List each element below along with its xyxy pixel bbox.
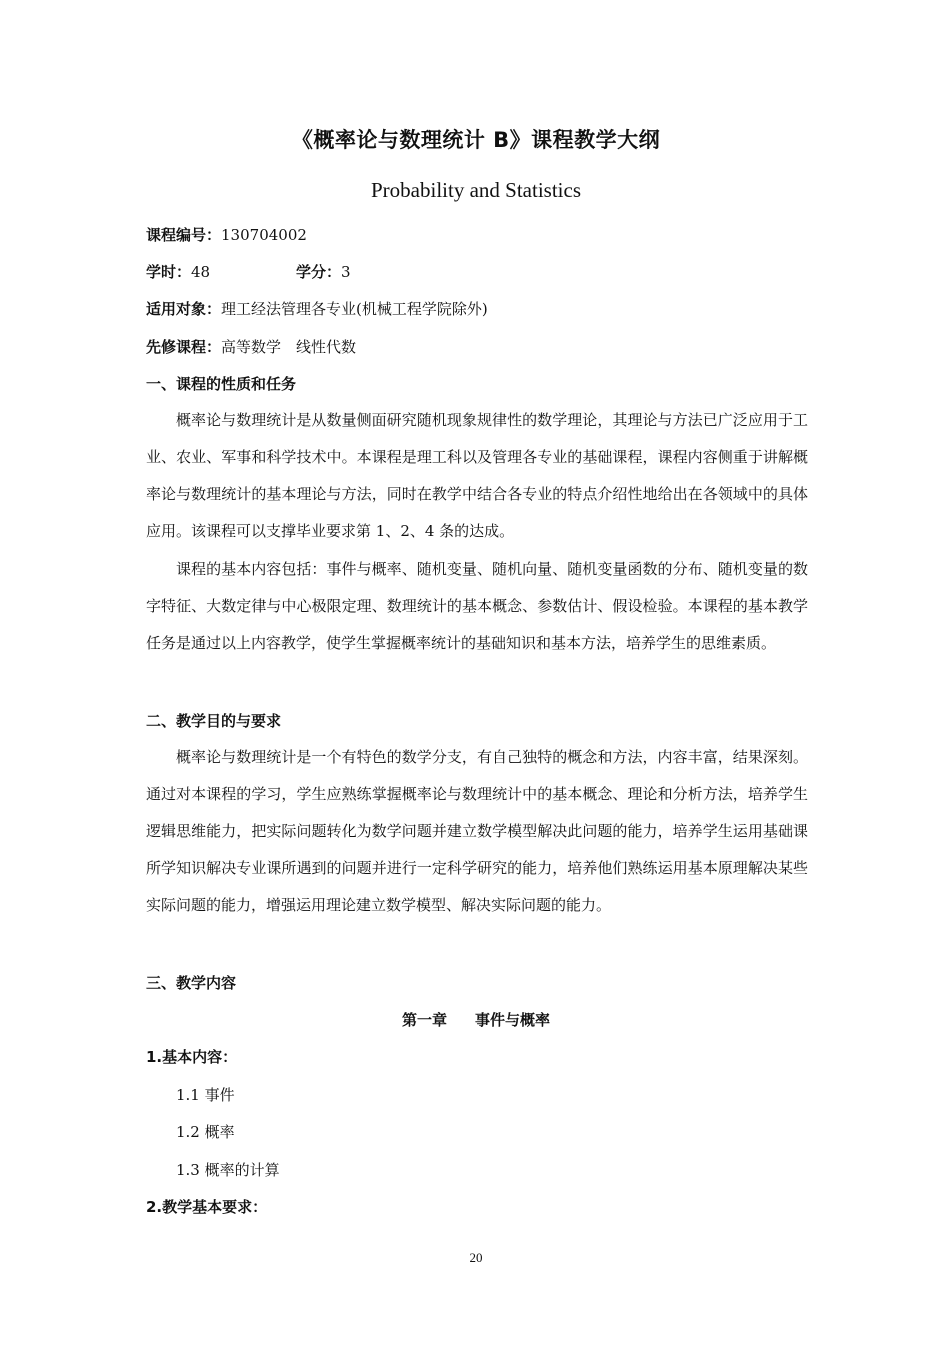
course-code-label: 课程编号：: [146, 226, 222, 244]
chapter-heading: [0, 1010, 952, 1030]
page-number: 20: [469, 1250, 483, 1265]
document-title: 《概率论与数理统计 B》课程教学大纲: [291, 128, 661, 152]
audience-line: [146, 299, 488, 319]
audience-label: 适用对象：: [146, 300, 222, 318]
prerequisite-value: 高等数学 线性代数: [221, 338, 357, 356]
document-subtitle: Probability and Statistics: [371, 178, 581, 202]
section-heading-nature: 一、课程的性质和任务: [146, 375, 297, 393]
hours-label: 学时：: [146, 263, 192, 281]
credits-group: [296, 262, 351, 282]
paragraph-goals: 概率论与数理统计是一个有特色的数学分支，有自己独特的概念和方法，内容丰富，结果深刻。通过对本课程的学习，学生应熟练掌握概率论与数理统计中的基本概念、理论和分析方法，培养学生逻辑思维能力，把实际问题转化为数学问题并建立数学模型解决此问题的能力，培养学生运用基础课所学知识解决专业课所遇到的问题并进行一定科学研究的能力，培养他们熟练运用基本原理解决某些实际问题的能力，增强运用理论建立数学模型、解决实际问题的能力。: [146, 748, 808, 914]
chapter-number: 第一章: [401, 1011, 447, 1029]
audience-value: 理工经法管理各专业(机械工程学院除外): [221, 300, 488, 318]
section-heading-goals: 二、教学目的与要求: [146, 712, 282, 730]
chapter-name: 事件与概率: [475, 1011, 551, 1029]
credits-label: 学分：: [296, 263, 342, 281]
prerequisite-line: [146, 337, 356, 357]
hours-value: 48: [191, 263, 211, 281]
paragraph-nature-2: 课程的基本内容包括：事件与概率、随机变量、随机向量、随机变量函数的分布、随机变量的数字特征、大数定律与中心极限定理、数理统计的基本概念、参数估计、假设检验。本课程的基本教学任务是通过以上内容教学，使学生掌握概率统计的基础知识和基本方法，培养学生的思维素质。: [146, 560, 808, 652]
list-item: 1.2 概率: [176, 1123, 235, 1141]
course-code-value: 130704002: [221, 226, 307, 244]
requirements-heading: 2.教学基本要求：: [146, 1198, 268, 1216]
course-code-line: [146, 225, 307, 245]
prerequisite-label: 先修课程：: [146, 338, 222, 356]
paragraph-nature-1: 概率论与数理统计是从数量侧面研究随机现象规律性的数学理论，其理论与方法已广泛应用于工业、农业、军事和科学技术中。本课程是理工科以及管理各专业的基础课程，课程内容侧重于讲解概率论与数理统计的基本理论与方法，同时在教学中结合各专业的特点介绍性地给出在各领域中的具体应用。该课程可以支撑毕业要求第 1、2、4 条的达成。: [146, 411, 808, 540]
hours-credits-line: [146, 262, 351, 282]
list-item: 1.3 概率的计算: [176, 1161, 280, 1179]
credits-value: 3: [341, 263, 351, 281]
list-item: 1.1 事件: [176, 1086, 235, 1104]
section-heading-content: 三、教学内容: [146, 974, 237, 992]
basic-content-heading: 1.基本内容：: [146, 1048, 238, 1066]
